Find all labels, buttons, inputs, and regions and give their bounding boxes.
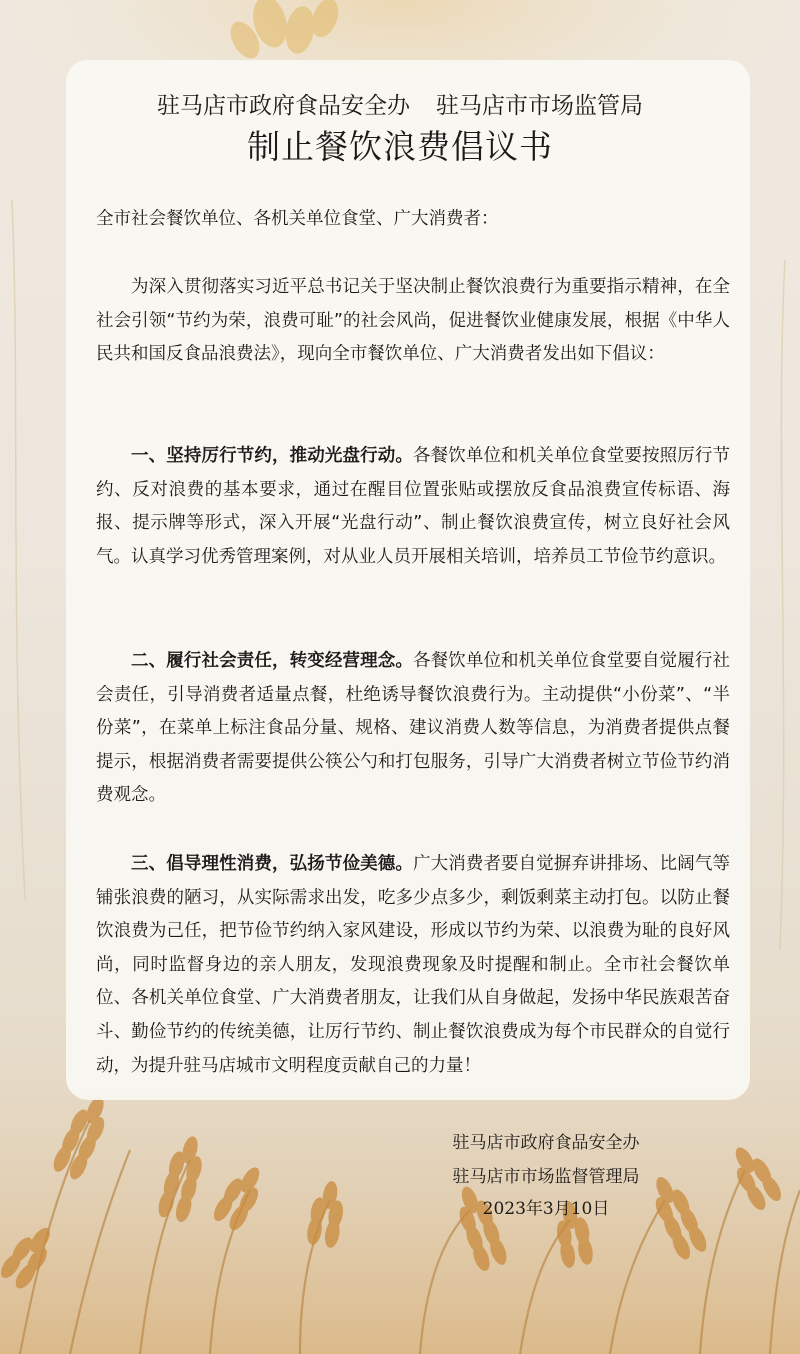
section-1-lead: 一、坚持厉行节约，推动光盘行动。 [131,446,413,466]
section-3-body: 广大消费者要自觉摒弃讲排场、比阔气等铺张浪费的陋习，从实际需求出发，吃多少点多少，剩饭剩菜主动打包。以防止餐饮浪费为己任，把节俭节约纳入家风建设，形成以节约为荣、以浪费为耻的良好风尚，同时监督身边的亲人朋友，发现浪费现象及时提醒和制止。全市社会餐饮单位、各机关单位食堂、广大消费者朋友，让我们从自身做起，发扬中华民族艰苦奋斗、勤俭节约的传统美德，让厉行节约、制止餐饮浪费成为每个市民群众的自觉行动，为提升驻马店城市文明程度贡献自己的力量！ [96,854,731,1076]
issuer-2: 驻马店市市场监管局 [436,93,643,119]
issuer-line [0,92,800,120]
section-2-body: 各餐饮单位和机关单位食堂要自觉履行社会责任，引导消费者适量点餐，杜绝诱导餐饮浪费行为。主动提供“小份菜”、“半份菜”，在菜单上标注食品分量、规格、建议消费人数等信息，为消费者提供点餐提示，根据消费者需要提供公筷公勺和打包服务，引导广大消费者树立节俭节约消费观念。 [96,651,731,806]
section-2-lead: 二、履行社会责任，转变经营理念。 [131,651,413,671]
section-3-paragraph [96,848,730,1083]
document-title: 制止餐饮浪费倡议书 [247,127,553,166]
signature-org-1: 驻马店市政府食品安全办 [452,1133,640,1153]
section-1-body: 各餐饮单位和机关单位食堂要按照厉行节约、反对浪费的基本要求，通过在醒目位置张贴或摆放反食品浪费宣传标语、海报、提示牌等形式，深入开展“光盘行动”、制止餐饮浪费宣传，树立良好社会风气。认真学习优秀管理案例，对从业人员开展相关培训，培养员工节俭节约意识。 [96,446,731,567]
issuer-1: 驻马店市政府食品安全办 [157,93,410,119]
intro-paragraph: 为深入贯彻落实习近平总书记关于坚决制止餐饮浪费行为重要指示精神，在全社会引领“节约为荣，浪费可耻”的社会风尚，促进餐饮业健康发展，根据《中华人民共和国反食品浪费法》，现向全市餐饮单位、广大消费者发出如下倡议： [96,277,730,365]
signature-date: 2023年3月10日 [482,1199,610,1219]
section-2-paragraph [96,645,730,813]
salutation: 全市社会餐饮单位、各机关单位食堂、广大消费者： [96,209,499,229]
section-3-lead: 三、倡导理性消费，弘扬节俭美德。 [131,854,413,874]
section-1-paragraph [96,440,730,574]
signature-org-2: 驻马店市市场监督管理局 [452,1167,640,1187]
